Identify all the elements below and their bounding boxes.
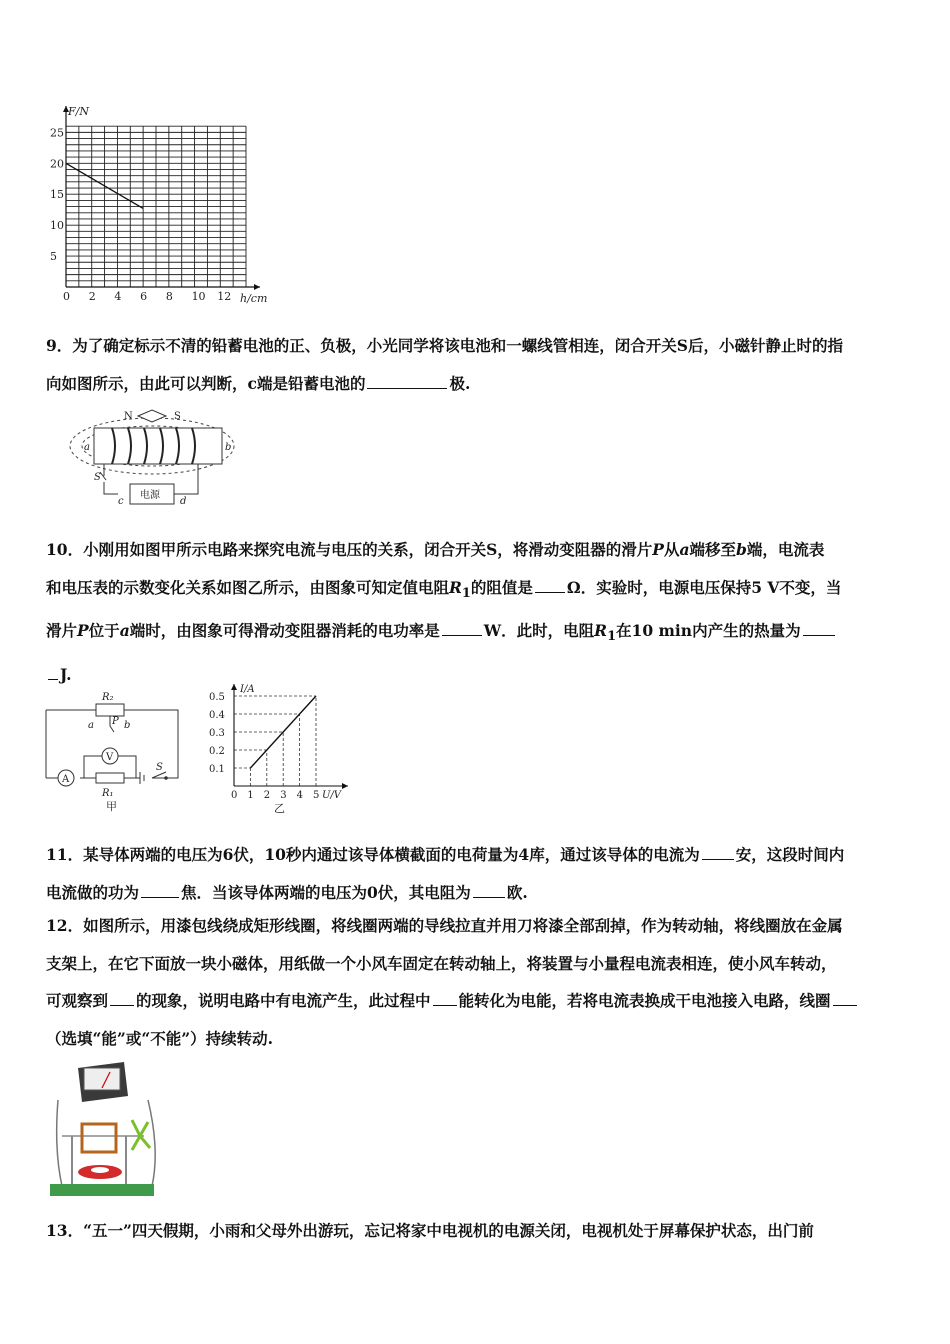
q12-rotation-blank[interactable] — [833, 989, 857, 1006]
q10-line-4: J. — [46, 656, 910, 694]
graph-caption: 乙 — [274, 802, 285, 815]
x-tick-label: 12 — [217, 290, 232, 303]
q12-phenomenon-blank[interactable] — [110, 989, 134, 1006]
q12-line-2: 支架上，在它下面放一块小磁体，用纸做一个小风车固定在转动轴上，将装置与小量程电流表相连，使小风车转动， — [46, 953, 837, 973]
y-tick-label: 0.4 — [209, 710, 225, 721]
y-tick-label: 20 — [50, 157, 64, 171]
question-10 — [46, 531, 910, 693]
compass-n-label: N — [124, 411, 133, 422]
q10-line-3: 滑片P位于a端时，由图象可得滑动变阻器消耗的电功率是 W．此时，电阻$R_1$在10 min内产生的热量为 — [46, 612, 910, 656]
x-tick-label: 10 — [191, 290, 206, 303]
q9-line-1: 9．为了确定标示不清的铅蓄电池的正、负极，小光同学将该电池和一螺线管相连，闭合开关S后，小磁针静止时的指 — [46, 336, 843, 355]
q9-answer-blank[interactable] — [367, 371, 447, 388]
question-12 — [46, 907, 910, 1057]
q10-line-1: 10．小刚用如图甲所示电路来探究电流与电压的关系，闭合开关S，将滑动变阻器的滑片P从a端移至b端，电流表 — [46, 540, 825, 559]
current-voltage-graph — [208, 680, 358, 816]
q11-work-blank[interactable] — [141, 880, 179, 897]
q11-current-blank[interactable] — [702, 843, 734, 860]
x-tick-label: 2 — [263, 790, 271, 801]
resistor-r1 — [96, 773, 124, 783]
right-lead-wire — [148, 1100, 155, 1186]
q11-resistance-blank[interactable] — [473, 880, 505, 897]
graph-axes — [231, 684, 348, 789]
graph-tick-labels — [50, 126, 231, 303]
return-wire — [174, 464, 198, 494]
terminal-c-label: c — [118, 496, 124, 507]
y-tick-label: 0.1 — [209, 764, 225, 775]
rheostat-r2 — [96, 704, 124, 716]
svg-text:V: V — [106, 752, 114, 763]
x-axis-label: h/cm — [240, 292, 268, 305]
q12-energy-blank[interactable] — [433, 989, 457, 1006]
y-tick-label: 0.5 — [209, 692, 225, 703]
q9-line-2: 向如图所示，由此可以判断，c端是铅蓄电池的 极. — [46, 365, 910, 403]
y-axis-arrow-icon — [231, 684, 237, 690]
q12-line-3: 可观察到 的现象，说明电路中有电流产生，此过程中 能转化为电能，若将电流表换成干电池接入电路，线圈 — [46, 982, 910, 1020]
circuit-caption: 甲 — [106, 800, 117, 813]
y-axis-label: F/N — [68, 105, 89, 118]
y-tick-label: 5 — [50, 250, 57, 264]
q10-power-blank[interactable] — [442, 619, 482, 636]
q12-line-4: （选填“能”或“不能”）持续转动. — [46, 1028, 274, 1048]
q11-line-2: 电流做的功为 焦．当该导体两端的电压为0伏，其电阻为 欧. — [46, 874, 910, 912]
x-tick-label: 0 — [231, 790, 238, 801]
end-a-label: a — [84, 442, 90, 453]
x-tick-label: 4 — [296, 790, 303, 801]
x-tick-label: 3 — [280, 790, 287, 801]
switch-s-label: S — [156, 762, 163, 773]
q10-heat-blank[interactable] — [803, 619, 835, 636]
x-tick-label: 6 — [140, 290, 148, 303]
y-tick-label: 10 — [50, 219, 64, 233]
y-tick-label: 0.3 — [209, 728, 225, 739]
circuit-diagram-jia — [40, 690, 185, 815]
switch-wire — [100, 464, 118, 494]
rheostat-b-label: b — [124, 720, 131, 731]
switch-label: S — [94, 472, 101, 483]
x-tick-label: 1 — [247, 790, 254, 801]
svg-text:A: A — [62, 774, 70, 785]
x-tick-label: 4 — [114, 290, 122, 303]
y-tick-label: 15 — [50, 188, 64, 202]
q12-line-1: 12．如图所示，用漆包线绕成矩形线圈，将线圈两端的导线拉直并用刀将漆全部刮掉，作为转动轴，将线圈放在金属 — [46, 916, 843, 935]
y-axis-label: I/A — [240, 684, 255, 695]
q10-resistance-blank[interactable] — [535, 575, 565, 592]
x-axis-arrow-icon — [342, 783, 348, 789]
r1-label: R₁ — [102, 788, 114, 799]
x-tick-label: 2 — [88, 290, 96, 303]
rheostat-a-label: a — [88, 720, 94, 731]
y-tick-label: 25 — [50, 126, 64, 140]
end-b-label: b — [225, 442, 232, 453]
terminal-d-label: d — [180, 496, 187, 507]
q10-line-2: 和电压表的示数变化关系如图乙所示，由图象可知定值电阻$R_1$的阻值是 Ω．实验时，电源电压保持5 V不变，当 — [46, 569, 910, 613]
x-tick-label: 8 — [165, 290, 173, 303]
y-tick-label: 0.2 — [209, 746, 225, 757]
base-board — [50, 1184, 154, 1196]
q13-line-1: 13．“五一”四天假期，小雨和父母外出游玩，忘记将家中电视机的电源关闭，电视机处于屏幕保护状态，出门前 — [46, 1221, 814, 1240]
generator-apparatus-figure — [48, 1060, 168, 1200]
left-lead-wire — [57, 1100, 62, 1186]
battery-icon — [140, 772, 144, 784]
pinwheel-icon — [132, 1120, 150, 1150]
compass-s-label: S — [174, 411, 181, 422]
x-axis-label: U/V — [322, 790, 342, 801]
question-11 — [46, 836, 910, 911]
power-source-label: 电源 — [140, 490, 160, 501]
q11-line-1: 11．某导体两端的电压为6伏，10秒内通过该导体横截面的电荷量为4库，通过该导体的电流为 安，这段时间内 — [46, 836, 910, 874]
x-tick-label: 0 — [63, 290, 70, 303]
x-axis-arrow-icon — [254, 284, 260, 290]
question-9 — [46, 327, 910, 402]
x-tick-label: 5 — [313, 790, 320, 801]
solenoid-figure — [64, 406, 244, 510]
force-height-graph — [44, 100, 284, 310]
graph-tick-labels — [209, 692, 319, 801]
graph-grid — [66, 126, 246, 287]
compass-needle-icon — [138, 410, 166, 422]
question-13 — [46, 1212, 910, 1250]
slider-p-label: P — [112, 716, 119, 727]
r2-label: R₂ — [102, 692, 114, 703]
rectangular-coil — [82, 1124, 116, 1152]
